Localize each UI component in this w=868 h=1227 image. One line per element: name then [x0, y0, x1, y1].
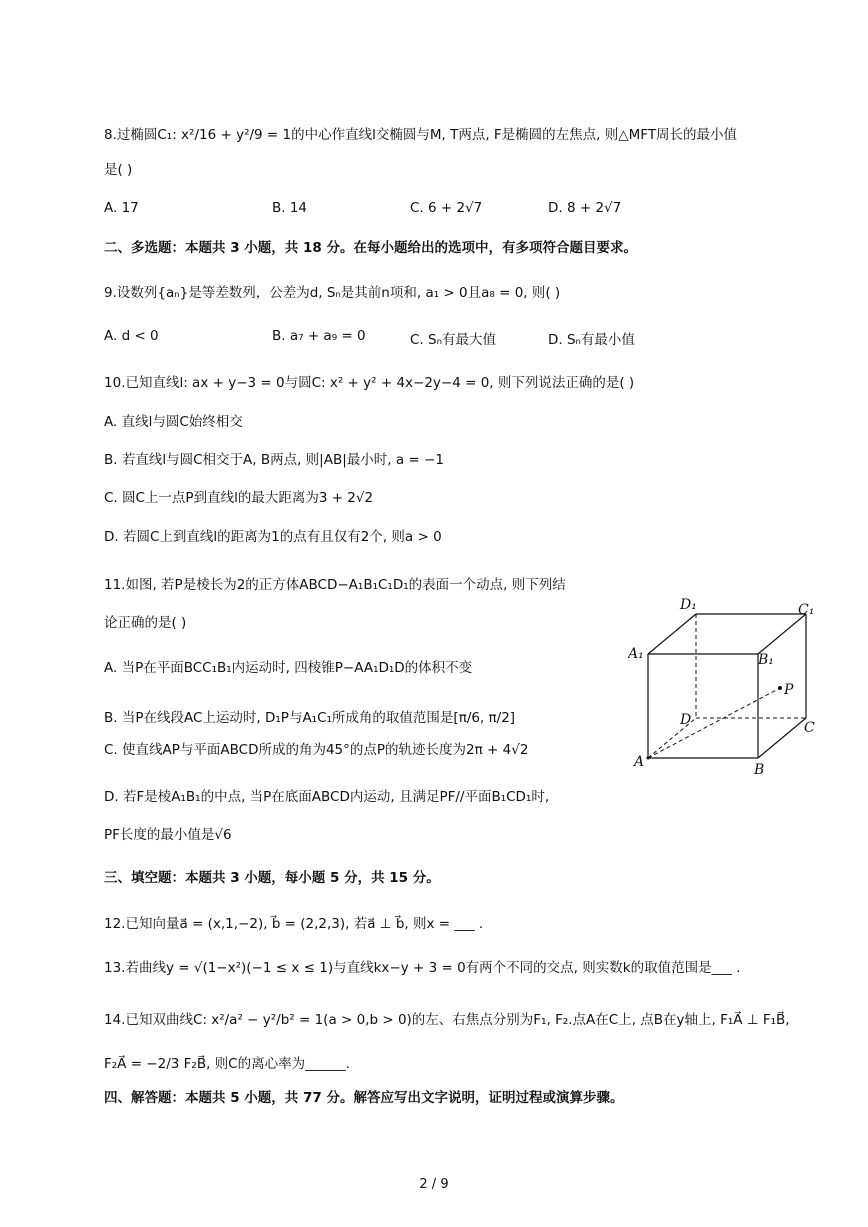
label-d1: D₁ — [680, 597, 697, 613]
section-3-heading: 三、填空题：本题共 3 小题，每小题 5 分，共 15 分。 — [104, 870, 440, 886]
label-b: B — [754, 762, 765, 778]
q9-stem: 9.设数列{aₙ}是等差数列，公差为d, Sₙ是其前n项和, a₁ > 0且a₈ = 0, 则( ) — [104, 285, 561, 301]
q11-option-d-line2: PF长度的最小值是√6 — [104, 827, 232, 843]
q9-option-a: A. d < 0 — [104, 328, 159, 344]
page-number: 2 / 9 — [419, 1177, 449, 1192]
section-4-heading: 四、解答题：本题共 5 小题，共 77 分。解答应写出文字说明，证明过程或演算步骤。 — [104, 1090, 624, 1106]
label-a1: A₁ — [628, 646, 644, 662]
q11-option-a: A. 当P在平面BCC₁B₁内运动时, 四棱锥P−AA₁D₁D的体积不变 — [104, 660, 473, 676]
q10-option-d: D. 若圆C上到直线l的距离为1的点有且仅有2个, 则a > 0 — [104, 529, 442, 545]
q10-option-b: B. 若直线l与圆C相交于A, B两点, 则|AB|最小时, a = −1 — [104, 452, 444, 468]
q12-stem: 12.已知向量a⃗ = (x,1,−2), b⃗ = (2,2,3), 若a⃗ ⊥ b⃗, 则x = ___ . — [104, 916, 484, 932]
q8-line1: 8.过椭圆C₁: x²/16 + y²/9 = 1的中心作直线l交椭圆与M, T两点, F是椭圆的左焦点, 则△MFT周长的最小值 — [104, 127, 738, 143]
q11-option-c: C. 使直线AP与平面ABCD所成的角为45°的点P的轨迹长度为2π + 4√2 — [104, 742, 529, 758]
q10-option-c: C. 圆C上一点P到直线l的最大距离为3 + 2√2 — [104, 490, 374, 506]
q10-option-a: A. 直线l与圆C始终相交 — [104, 414, 243, 430]
q14-line1: 14.已知双曲线C: x²/a² − y²/b² = 1(a > 0,b > 0)的左、右焦点分别为F₁, F₂.点A在C上, 点B在y轴上, F₁A⃗ ⊥ F₁B⃗, — [104, 1012, 790, 1028]
q11-stem-line2: 论正确的是( ) — [104, 615, 187, 631]
cube-figure — [628, 590, 823, 780]
q14-line2: F₂A⃗ = −2/3 F₂B⃗, 则C的离心率为______. — [104, 1056, 350, 1072]
q13-stem: 13.若曲线y = √(1−x²)(−1 ≤ x ≤ 1)与直线kx−y + 3 = 0有两个不同的交点, 则实数k的取值范围是___ . — [104, 960, 741, 976]
q8-option-b: B. 14 — [272, 200, 308, 216]
q8-option-d: D. 8 + 2√7 — [548, 200, 622, 216]
q11-option-b: B. 当P在线段AC上运动时, D₁P与A₁C₁所成角的取值范围是[π/6, π/2] — [104, 710, 516, 726]
label-p: P — [784, 682, 794, 698]
point-p-dot — [778, 686, 782, 690]
q8-line2: 是( ) — [104, 162, 133, 178]
q10-stem: 10.已知直线l: ax + y−3 = 0与圆C: x² + y² + 4x−2y−4 = 0, 则下列说法正确的是( ) — [104, 375, 635, 391]
label-c: C — [804, 720, 815, 736]
q11-option-d-line1: D. 若F是棱A₁B₁的中点, 当P在底面ABCD内运动, 且满足PF//平面B₁CD₁时, — [104, 789, 550, 805]
q9-option-b: B. a₇ + a₉ = 0 — [272, 328, 366, 344]
section-2-heading: 二、多选题：本题共 3 小题，共 18 分。在每小题给出的选项中，有多项符合题目要求。 — [104, 240, 637, 256]
label-b1: B₁ — [758, 652, 774, 668]
q8-option-a: A. 17 — [104, 200, 139, 216]
q11-stem-line1: 11.如图, 若P是棱长为2的正方体ABCD−A₁B₁C₁D₁的表面一个动点, 则下列结 — [104, 577, 566, 593]
label-d: D — [680, 712, 692, 728]
q9-option-d: D. Sₙ有最小值 — [548, 332, 635, 348]
q8-option-c: C. 6 + 2√7 — [410, 200, 483, 216]
label-a: A — [634, 754, 645, 770]
label-c1: C₁ — [798, 602, 815, 618]
q9-option-c: C. Sₙ有最大值 — [410, 332, 496, 348]
